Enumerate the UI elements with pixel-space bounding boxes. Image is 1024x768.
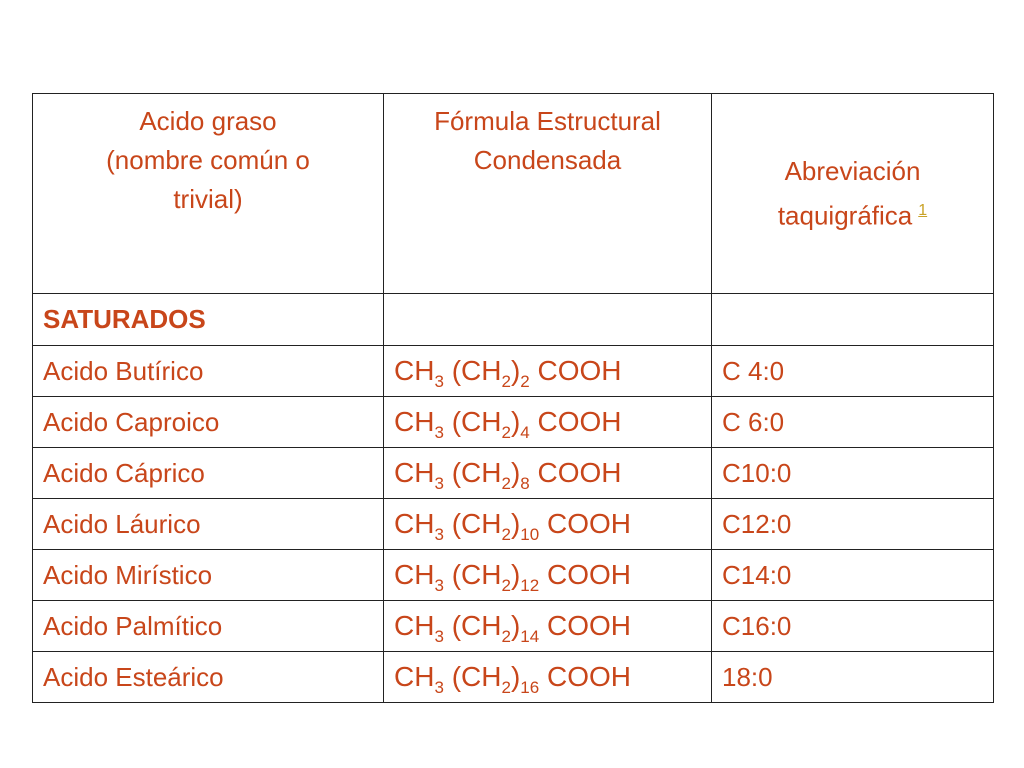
formula-text: ) (510, 661, 521, 692)
structural-formula (384, 652, 712, 703)
formula-subscript: 16 (520, 678, 540, 697)
structural-formula (384, 601, 712, 652)
table-row (33, 601, 994, 652)
formula-text: CH (394, 559, 435, 590)
formula-subscript: 2 (501, 423, 511, 442)
section-cell (33, 294, 384, 346)
header-line: trivial) (173, 184, 243, 214)
header-line: (nombre común o (106, 145, 310, 175)
table-row (33, 499, 994, 550)
formula-text: ) (510, 406, 521, 437)
formula-text: COOH (529, 355, 622, 386)
fatty-acid-name: Acido Mirístico (33, 550, 384, 601)
formula-text: CH (394, 610, 435, 641)
formula-text: ) (510, 610, 521, 641)
structural-formula (384, 346, 712, 397)
formula-text: (CH (443, 355, 502, 386)
shorthand-abbreviation: C10:0 (712, 448, 994, 499)
formula-text: CH (394, 355, 435, 386)
formula-text: (CH (443, 661, 502, 692)
formula-text: CH (394, 457, 435, 488)
formula-subscript: 2 (501, 372, 511, 391)
fatty-acid-name: Acido Butírico (33, 346, 384, 397)
formula-subscript: 3 (434, 525, 444, 544)
formula-text: CH (394, 406, 435, 437)
fatty-acid-name: Acido Caproico (33, 397, 384, 448)
formula-subscript: 2 (501, 525, 511, 544)
shorthand-abbreviation: C12:0 (712, 499, 994, 550)
section-label: SATURADOS (43, 304, 206, 334)
formula-subscript: 8 (520, 474, 530, 493)
table-row (33, 346, 994, 397)
header-line: Fórmula Estructural (434, 106, 661, 136)
shorthand-abbreviation: 18:0 (712, 652, 994, 703)
structural-formula (384, 550, 712, 601)
formula-text: ) (510, 355, 521, 386)
formula-subscript: 12 (520, 576, 540, 595)
table-body (33, 94, 994, 703)
formula-subscript: 2 (520, 372, 530, 391)
header-line: Condensada (473, 145, 622, 175)
formula-text: ) (510, 559, 521, 590)
shorthand-abbreviation: C16:0 (712, 601, 994, 652)
section-row-saturated (33, 294, 994, 346)
header-structural-formula (384, 94, 712, 294)
fatty-acid-name: Acido Palmítico (33, 601, 384, 652)
header-line (712, 191, 993, 236)
empty-cell (712, 294, 994, 346)
formula-text: ) (510, 508, 521, 539)
table-row (33, 652, 994, 703)
formula-subscript: 3 (434, 678, 444, 697)
formula-subscript: 10 (520, 525, 540, 544)
fatty-acid-name: Acido Láurico (33, 499, 384, 550)
formula-text: (CH (443, 610, 502, 641)
fatty-acids-table (32, 93, 994, 703)
formula-text: COOH (529, 457, 622, 488)
formula-subscript: 3 (434, 576, 444, 595)
shorthand-abbreviation: C 6:0 (712, 397, 994, 448)
formula-subscript: 4 (520, 423, 530, 442)
header-line: Abreviación (784, 155, 921, 186)
formula-text: COOH (539, 661, 631, 692)
formula-text: (CH (443, 406, 502, 437)
formula-subscript: 3 (434, 372, 444, 391)
formula-text: CH (394, 508, 435, 539)
formula-text: (CH (443, 457, 502, 488)
formula-subscript: 2 (501, 474, 511, 493)
formula-text: (CH (443, 559, 502, 590)
formula-text: COOH (539, 508, 631, 539)
header-abbreviation (712, 94, 994, 294)
header-line-text: taquigráfica (777, 200, 913, 231)
fatty-acid-name: Acido Esteárico (33, 652, 384, 703)
formula-text: COOH (539, 610, 631, 641)
formula-subscript: 3 (434, 474, 444, 493)
table-row (33, 448, 994, 499)
table-row (33, 397, 994, 448)
formula-text: COOH (529, 406, 622, 437)
structural-formula (384, 499, 712, 550)
formula-text: CH (394, 661, 435, 692)
fatty-acid-name: Acido Cáprico (33, 448, 384, 499)
formula-subscript: 2 (501, 576, 511, 595)
structural-formula (384, 397, 712, 448)
shorthand-abbreviation: C14:0 (712, 550, 994, 601)
formula-subscript: 14 (520, 627, 540, 646)
footnote-link[interactable]: 1 (918, 201, 928, 219)
formula-subscript: 3 (434, 423, 444, 442)
header-row (33, 94, 994, 294)
formula-subscript: 3 (434, 627, 444, 646)
formula-text: (CH (443, 508, 502, 539)
structural-formula (384, 448, 712, 499)
formula-subscript: 2 (501, 678, 511, 697)
shorthand-abbreviation: C 4:0 (712, 346, 994, 397)
header-line: Acido graso (139, 106, 277, 136)
table-row (33, 550, 994, 601)
empty-cell (384, 294, 712, 346)
formula-text: COOH (539, 559, 631, 590)
formula-text: ) (510, 457, 521, 488)
formula-subscript: 2 (501, 627, 511, 646)
header-fatty-acid-name (33, 94, 384, 294)
